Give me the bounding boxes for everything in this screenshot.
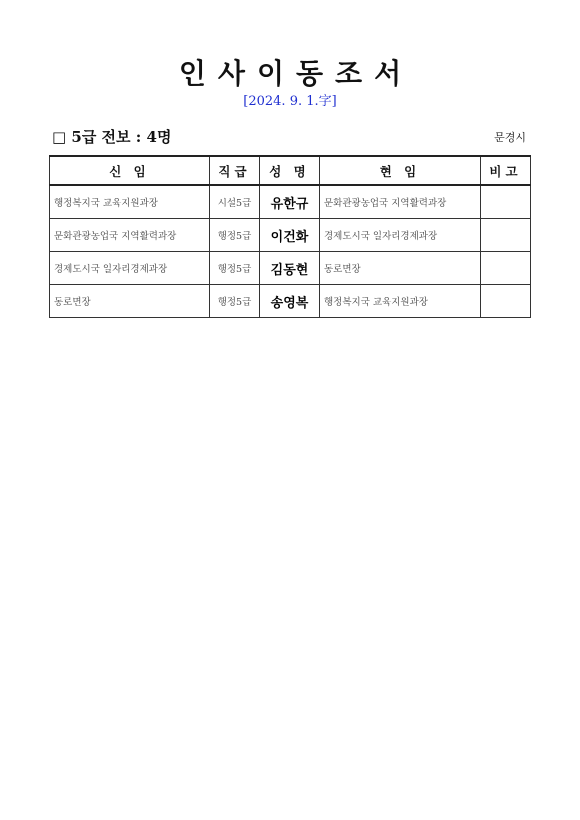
section-title: □ 5급 전보 : 4명 — [52, 128, 172, 146]
grade-cell: 행정5급 — [210, 219, 260, 252]
current-position-cell: 동로면장 — [320, 252, 481, 285]
organization-name: 문경시 — [494, 131, 526, 144]
name-cell: 유한규 — [260, 185, 320, 219]
name-cell: 송영복 — [260, 285, 320, 318]
grade-cell: 행정5급 — [210, 285, 260, 318]
new-position-cell: 동로면장 — [50, 285, 210, 318]
grade-cell: 행정5급 — [210, 252, 260, 285]
table-row — [50, 185, 531, 219]
table-row — [50, 252, 531, 285]
grade-cell: 시설5급 — [210, 185, 260, 219]
table-row — [50, 219, 531, 252]
document-title: 인사이동조서 — [178, 57, 414, 90]
header-note: 비고 — [481, 156, 531, 185]
table-row — [50, 285, 531, 318]
name-cell: 이건화 — [260, 219, 320, 252]
note-cell — [481, 219, 531, 252]
header-grade: 직급 — [210, 156, 260, 185]
header-new-position: 신 임 — [50, 156, 210, 185]
name-cell: 김동현 — [260, 252, 320, 285]
header-name: 성 명 — [260, 156, 320, 185]
note-cell — [481, 252, 531, 285]
new-position-cell: 행정복지국 교육지원과장 — [50, 185, 210, 219]
current-position-cell: 행정복지국 교육지원과장 — [320, 285, 481, 318]
note-cell — [481, 185, 531, 219]
table-header-row — [50, 156, 531, 185]
note-cell — [481, 285, 531, 318]
document-date: [2024. 9. 1.字] — [243, 94, 337, 109]
personnel-table — [49, 155, 531, 318]
header-current-position: 현 임 — [320, 156, 481, 185]
new-position-cell: 경제도시국 일자리경제과장 — [50, 252, 210, 285]
new-position-cell: 문화관광농업국 지역활력과장 — [50, 219, 210, 252]
current-position-cell: 문화관광농업국 지역활력과장 — [320, 185, 481, 219]
current-position-cell: 경제도시국 일자리경제과장 — [320, 219, 481, 252]
